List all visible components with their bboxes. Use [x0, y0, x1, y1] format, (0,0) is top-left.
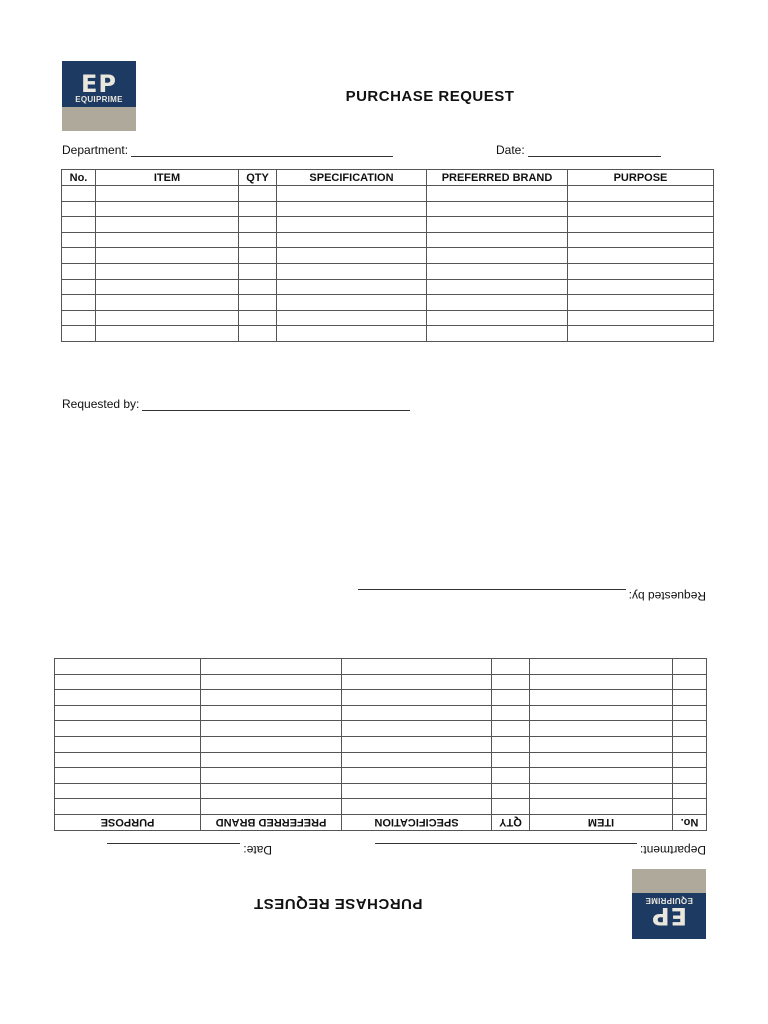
- table-cell[interactable]: [673, 737, 707, 753]
- table-cell[interactable]: [277, 326, 427, 342]
- table-cell[interactable]: [342, 737, 492, 753]
- table-row: [62, 295, 714, 311]
- date-blank[interactable]: [528, 156, 661, 157]
- date-label: Date:: [496, 143, 525, 157]
- table-row: [55, 674, 707, 690]
- table-row: [62, 326, 714, 342]
- table-cell[interactable]: [55, 659, 201, 675]
- logo-name: EQUIPRIME: [75, 95, 123, 104]
- date-blank[interactable]: [107, 843, 240, 844]
- table-row: [62, 201, 714, 217]
- department-label: Department:: [639, 843, 706, 857]
- col-header-specification: SPECIFICATION: [277, 170, 427, 186]
- table-cell[interactable]: [277, 248, 427, 264]
- table-cell[interactable]: [201, 737, 342, 753]
- table-cell[interactable]: [427, 232, 568, 248]
- col-header-no: No.: [673, 815, 707, 831]
- table-cell[interactable]: [492, 690, 530, 706]
- table-cell[interactable]: [492, 705, 530, 721]
- table-row: [55, 752, 707, 768]
- table-cell[interactable]: [201, 783, 342, 799]
- table-cell[interactable]: [427, 310, 568, 326]
- form-title: PURCHASE REQUEST: [345, 88, 515, 105]
- purchase-request-form-bottom-inverted: [0, 560, 768, 1000]
- table-cell[interactable]: [568, 201, 714, 217]
- table-cell[interactable]: [568, 326, 714, 342]
- table-cell[interactable]: [492, 674, 530, 690]
- table-cell[interactable]: [492, 799, 530, 815]
- department-label: Department:: [62, 143, 129, 157]
- table-cell[interactable]: [201, 690, 342, 706]
- table-cell[interactable]: [55, 783, 201, 799]
- table-cell[interactable]: [673, 768, 707, 784]
- table-cell[interactable]: [239, 186, 277, 202]
- department-blank[interactable]: [131, 156, 393, 157]
- table-cell[interactable]: [239, 232, 277, 248]
- requested-by-blank[interactable]: [142, 410, 410, 411]
- requested-by-field[interactable]: [358, 589, 706, 603]
- table-cell[interactable]: [568, 217, 714, 233]
- table-cell[interactable]: [673, 752, 707, 768]
- table-cell[interactable]: [530, 783, 673, 799]
- table-row: [55, 768, 707, 784]
- table-cell[interactable]: [239, 217, 277, 233]
- department-blank[interactable]: [375, 843, 637, 844]
- table-cell[interactable]: [277, 186, 427, 202]
- table-cell[interactable]: [55, 721, 201, 737]
- table-cell[interactable]: [55, 690, 201, 706]
- table-cell[interactable]: [530, 737, 673, 753]
- requested-by-label: Requested by:: [62, 397, 140, 411]
- table-cell[interactable]: [201, 721, 342, 737]
- table-cell[interactable]: [277, 263, 427, 279]
- table-row: [55, 737, 707, 753]
- table-cell[interactable]: [492, 659, 530, 675]
- table-row: [62, 232, 714, 248]
- table-cell[interactable]: [673, 799, 707, 815]
- table-cell[interactable]: [62, 310, 96, 326]
- table-cell[interactable]: [55, 674, 201, 690]
- table-cell[interactable]: [673, 783, 707, 799]
- col-header-preferred-brand: PREFERRED BRAND: [201, 815, 342, 831]
- table-cell[interactable]: [342, 690, 492, 706]
- col-header-no: No.: [62, 170, 96, 186]
- table-cell[interactable]: [530, 690, 673, 706]
- table-cell[interactable]: [342, 721, 492, 737]
- table-cell[interactable]: [277, 279, 427, 295]
- table-cell[interactable]: [239, 263, 277, 279]
- table-cell[interactable]: [342, 705, 492, 721]
- table-cell[interactable]: [55, 768, 201, 784]
- requested-by-field[interactable]: [62, 397, 410, 411]
- col-header-qty: QTY: [492, 815, 530, 831]
- table-cell[interactable]: [239, 310, 277, 326]
- table-cell[interactable]: [427, 201, 568, 217]
- col-header-purpose: PURPOSE: [568, 170, 714, 186]
- table-cell[interactable]: [530, 705, 673, 721]
- purchase-request-form-top: [0, 0, 768, 440]
- table-cell[interactable]: [427, 186, 568, 202]
- table-cell[interactable]: [427, 279, 568, 295]
- table-cell[interactable]: [55, 705, 201, 721]
- table-cell[interactable]: [62, 232, 96, 248]
- table-cell[interactable]: [96, 232, 239, 248]
- col-header-specification: SPECIFICATION: [342, 815, 492, 831]
- table-row: [62, 217, 714, 233]
- table-cell[interactable]: [96, 263, 239, 279]
- table-cell[interactable]: [96, 186, 239, 202]
- table-cell[interactable]: [568, 248, 714, 264]
- table-cell[interactable]: [342, 674, 492, 690]
- table-cell[interactable]: [239, 326, 277, 342]
- table-cell[interactable]: [673, 659, 707, 675]
- table-cell[interactable]: [568, 310, 714, 326]
- table-cell[interactable]: [201, 799, 342, 815]
- table-cell[interactable]: [568, 295, 714, 311]
- table-cell[interactable]: [492, 768, 530, 784]
- table-cell[interactable]: [568, 186, 714, 202]
- table-cell[interactable]: [342, 783, 492, 799]
- table-cell[interactable]: [62, 217, 96, 233]
- table-row: [55, 705, 707, 721]
- table-cell[interactable]: [96, 310, 239, 326]
- table-row: [62, 186, 714, 202]
- table-header-row: [55, 815, 707, 831]
- table-cell[interactable]: [201, 752, 342, 768]
- table-cell[interactable]: [239, 295, 277, 311]
- logo-monogram: EP: [632, 893, 706, 939]
- table-cell[interactable]: [96, 248, 239, 264]
- table-cell[interactable]: [201, 674, 342, 690]
- items-table: [54, 658, 707, 831]
- table-cell[interactable]: [96, 295, 239, 311]
- date-field[interactable]: [107, 843, 272, 857]
- col-header-qty: QTY: [239, 170, 277, 186]
- table-cell[interactable]: [530, 768, 673, 784]
- table-cell[interactable]: [239, 248, 277, 264]
- table-cell[interactable]: [62, 326, 96, 342]
- table-row: [55, 799, 707, 815]
- table-cell[interactable]: [55, 752, 201, 768]
- table-cell[interactable]: [62, 295, 96, 311]
- col-header-purpose: PURPOSE: [55, 815, 201, 831]
- table-cell[interactable]: [277, 201, 427, 217]
- table-cell[interactable]: [55, 737, 201, 753]
- form-title: PURCHASE REQUEST: [253, 895, 423, 912]
- table-cell[interactable]: [427, 217, 568, 233]
- col-header-preferred-brand: PREFERRED BRAND: [427, 170, 568, 186]
- table-cell[interactable]: [277, 310, 427, 326]
- table-cell[interactable]: [568, 232, 714, 248]
- table-cell[interactable]: [342, 799, 492, 815]
- table-cell[interactable]: [62, 186, 96, 202]
- table-cell[interactable]: [492, 737, 530, 753]
- table-cell[interactable]: [62, 248, 96, 264]
- table-cell[interactable]: [201, 659, 342, 675]
- items-table: [61, 169, 714, 342]
- table-cell[interactable]: [568, 263, 714, 279]
- table-cell[interactable]: [492, 752, 530, 768]
- table-cell[interactable]: [427, 326, 568, 342]
- department-field[interactable]: [375, 843, 706, 857]
- table-row: [55, 783, 707, 799]
- table-cell[interactable]: [55, 799, 201, 815]
- table-cell[interactable]: [239, 201, 277, 217]
- table-cell[interactable]: [96, 326, 239, 342]
- table-cell[interactable]: [492, 783, 530, 799]
- table-cell[interactable]: [530, 721, 673, 737]
- table-cell[interactable]: [201, 768, 342, 784]
- table-cell[interactable]: [492, 721, 530, 737]
- table-cell[interactable]: [277, 295, 427, 311]
- table-body: [62, 186, 714, 342]
- table-cell[interactable]: [568, 279, 714, 295]
- table-cell[interactable]: [277, 217, 427, 233]
- table-cell[interactable]: [530, 799, 673, 815]
- table-cell[interactable]: [427, 248, 568, 264]
- logo-monogram: EP: [62, 61, 136, 107]
- table-cell[interactable]: [62, 279, 96, 295]
- table-cell[interactable]: [673, 690, 707, 706]
- table-cell[interactable]: [342, 659, 492, 675]
- table-cell[interactable]: [530, 752, 673, 768]
- table-header-row: [62, 170, 714, 186]
- table-cell[interactable]: [427, 263, 568, 279]
- table-row: [62, 310, 714, 326]
- table-body: [55, 659, 707, 815]
- col-header-item: ITEM: [530, 815, 673, 831]
- table-cell[interactable]: [427, 295, 568, 311]
- table-cell[interactable]: [673, 705, 707, 721]
- table-row: [62, 248, 714, 264]
- table-row: [55, 659, 707, 675]
- table-cell[interactable]: [96, 217, 239, 233]
- table-cell[interactable]: [342, 752, 492, 768]
- table-cell[interactable]: [530, 674, 673, 690]
- table-cell[interactable]: [239, 279, 277, 295]
- table-cell[interactable]: [62, 201, 96, 217]
- table-cell[interactable]: [673, 721, 707, 737]
- date-label: Date:: [243, 843, 272, 857]
- logo-name: EQUIPRIME: [645, 896, 693, 905]
- table-cell[interactable]: [277, 232, 427, 248]
- table-cell[interactable]: [62, 263, 96, 279]
- table-cell[interactable]: [673, 674, 707, 690]
- table-row: [55, 721, 707, 737]
- col-header-item: ITEM: [96, 170, 239, 186]
- department-field[interactable]: [62, 143, 393, 157]
- table-row: [62, 263, 714, 279]
- table-row: [62, 279, 714, 295]
- table-row: [55, 690, 707, 706]
- requested-by-blank[interactable]: [358, 589, 626, 590]
- date-field[interactable]: [496, 143, 661, 157]
- table-cell[interactable]: [530, 659, 673, 675]
- table-cell[interactable]: [342, 768, 492, 784]
- table-cell[interactable]: [96, 201, 239, 217]
- table-cell[interactable]: [201, 705, 342, 721]
- table-cell[interactable]: [96, 279, 239, 295]
- requested-by-label: Requested by:: [628, 589, 706, 603]
